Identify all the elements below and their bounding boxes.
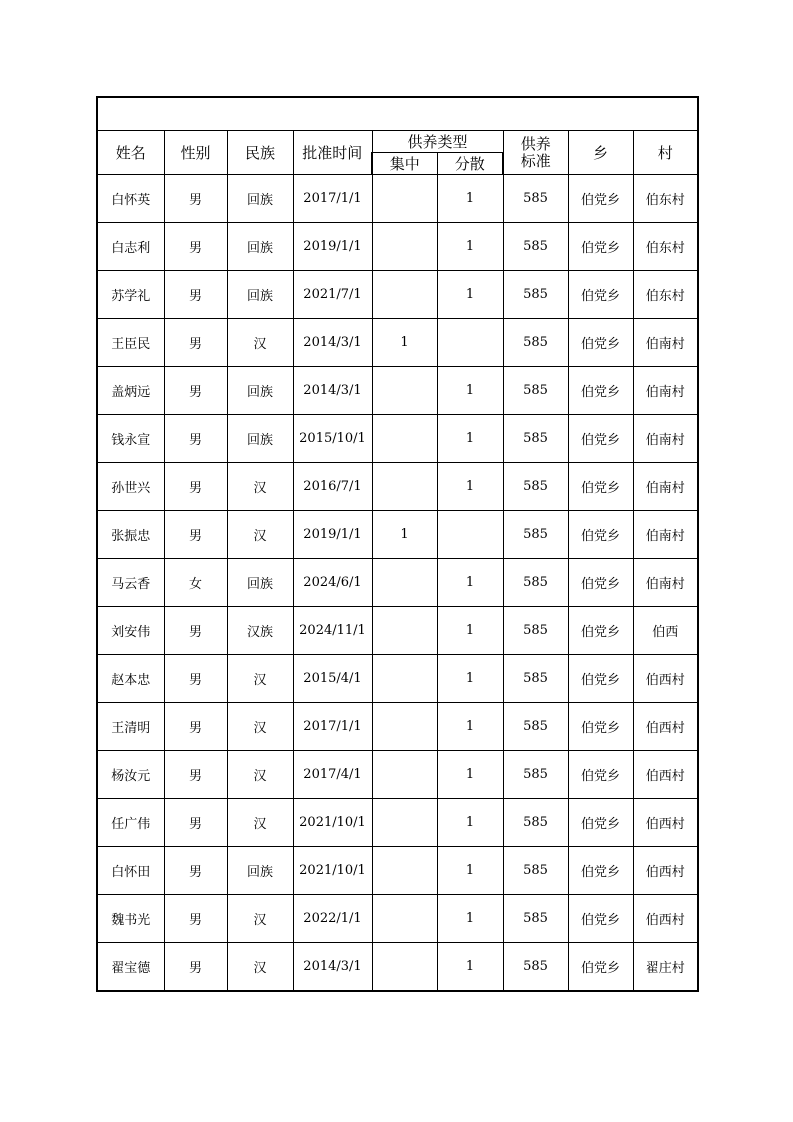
cell-ethnicity: 汉族 (227, 607, 293, 655)
cell-ethnicity: 汉 (227, 655, 293, 703)
cell-centralized (372, 703, 437, 751)
cell-village: 伯西村 (633, 847, 698, 895)
table-row (97, 511, 698, 559)
cell-approval-date: 2021/10/1 (293, 799, 372, 847)
cell-standard: 585 (503, 367, 568, 415)
cell-approval-date: 2015/10/1 (293, 415, 372, 463)
cell-ethnicity: 回族 (227, 367, 293, 415)
cell-dispersed (437, 319, 503, 367)
table-row (97, 463, 698, 511)
cell-village: 伯南村 (633, 319, 698, 367)
cell-dispersed: 1 (437, 367, 503, 415)
cell-gender: 男 (164, 271, 227, 319)
cell-village: 伯东村 (633, 175, 698, 223)
cell-township: 伯党乡 (568, 847, 633, 895)
cell-township: 伯党乡 (568, 271, 633, 319)
header-gender: 性别 (164, 131, 227, 175)
cell-village: 伯南村 (633, 511, 698, 559)
table-row (97, 319, 698, 367)
cell-ethnicity: 汉 (227, 751, 293, 799)
cell-village: 伯东村 (633, 223, 698, 271)
cell-ethnicity: 回族 (227, 223, 293, 271)
cell-village: 伯西村 (633, 751, 698, 799)
cell-township: 伯党乡 (568, 223, 633, 271)
table-row (97, 895, 698, 943)
cell-name: 赵本忠 (97, 655, 164, 703)
cell-standard: 585 (503, 319, 568, 367)
cell-ethnicity: 回族 (227, 415, 293, 463)
cell-centralized: 1 (372, 511, 437, 559)
header-standard (503, 131, 568, 175)
cell-township: 伯党乡 (568, 511, 633, 559)
table-row (97, 751, 698, 799)
cell-dispersed: 1 (437, 799, 503, 847)
cell-gender: 男 (164, 703, 227, 751)
cell-township: 伯党乡 (568, 703, 633, 751)
cell-dispersed: 1 (437, 175, 503, 223)
header-standard-line1: 供养 (520, 134, 551, 153)
cell-township: 伯党乡 (568, 943, 633, 992)
cell-gender: 男 (164, 655, 227, 703)
cell-dispersed: 1 (437, 415, 503, 463)
table-row (97, 943, 698, 992)
cell-centralized (372, 223, 437, 271)
cell-dispersed: 1 (437, 655, 503, 703)
header-support-type: 供养类型 (372, 131, 503, 153)
cell-gender: 男 (164, 223, 227, 271)
cell-centralized (372, 751, 437, 799)
cell-name: 白志利 (97, 223, 164, 271)
header-village: 村 (633, 131, 698, 175)
cell-village: 伯南村 (633, 559, 698, 607)
cell-ethnicity: 回族 (227, 559, 293, 607)
cell-gender: 男 (164, 799, 227, 847)
cell-name: 孙世兴 (97, 463, 164, 511)
cell-centralized (372, 655, 437, 703)
cell-standard: 585 (503, 799, 568, 847)
cell-ethnicity: 汉 (227, 799, 293, 847)
cell-dispersed: 1 (437, 751, 503, 799)
header-name: 姓名 (97, 131, 164, 175)
cell-dispersed (437, 511, 503, 559)
cell-gender: 男 (164, 367, 227, 415)
cell-approval-date: 2021/10/1 (293, 847, 372, 895)
cell-dispersed: 1 (437, 607, 503, 655)
cell-standard: 585 (503, 847, 568, 895)
cell-township: 伯党乡 (568, 655, 633, 703)
cell-standard: 585 (503, 271, 568, 319)
table-row (97, 415, 698, 463)
table-row (97, 847, 698, 895)
cell-dispersed: 1 (437, 271, 503, 319)
cell-approval-date: 2019/1/1 (293, 511, 372, 559)
title-cell (97, 97, 698, 131)
cell-ethnicity: 汉 (227, 943, 293, 992)
cell-approval-date: 2014/3/1 (293, 367, 372, 415)
cell-name: 杨汝元 (97, 751, 164, 799)
cell-village: 伯南村 (633, 415, 698, 463)
cell-gender: 男 (164, 319, 227, 367)
cell-standard: 585 (503, 943, 568, 992)
cell-village: 伯西村 (633, 655, 698, 703)
cell-dispersed: 1 (437, 847, 503, 895)
cell-standard: 585 (503, 511, 568, 559)
cell-name: 王清明 (97, 703, 164, 751)
support-roster-table (96, 96, 699, 992)
cell-gender: 女 (164, 559, 227, 607)
cell-approval-date: 2017/4/1 (293, 751, 372, 799)
cell-township: 伯党乡 (568, 895, 633, 943)
cell-gender: 男 (164, 463, 227, 511)
cell-ethnicity: 汉 (227, 511, 293, 559)
cell-name: 钱永宣 (97, 415, 164, 463)
cell-centralized (372, 271, 437, 319)
cell-village: 伯西村 (633, 799, 698, 847)
cell-village: 伯西村 (633, 703, 698, 751)
cell-township: 伯党乡 (568, 799, 633, 847)
cell-township: 伯党乡 (568, 751, 633, 799)
table-row (97, 367, 698, 415)
cell-township: 伯党乡 (568, 463, 633, 511)
cell-centralized (372, 175, 437, 223)
cell-standard: 585 (503, 559, 568, 607)
cell-standard: 585 (503, 415, 568, 463)
cell-approval-date: 2022/1/1 (293, 895, 372, 943)
header-ethnicity: 民族 (227, 131, 293, 175)
header-standard-line2: 标准 (520, 151, 551, 170)
cell-township: 伯党乡 (568, 559, 633, 607)
cell-name: 白怀英 (97, 175, 164, 223)
cell-gender: 男 (164, 415, 227, 463)
cell-dispersed: 1 (437, 223, 503, 271)
cell-village: 伯南村 (633, 463, 698, 511)
table-row (97, 175, 698, 223)
table-body (97, 97, 698, 991)
table-row (97, 559, 698, 607)
cell-standard: 585 (503, 703, 568, 751)
cell-township: 伯党乡 (568, 175, 633, 223)
cell-village: 翟庄村 (633, 943, 698, 992)
header-centralized: 集中 (372, 153, 437, 175)
cell-dispersed: 1 (437, 463, 503, 511)
table-row (97, 607, 698, 655)
cell-name: 苏学礼 (97, 271, 164, 319)
table-row (97, 271, 698, 319)
cell-centralized (372, 799, 437, 847)
cell-village: 伯西村 (633, 895, 698, 943)
cell-centralized (372, 895, 437, 943)
cell-standard: 585 (503, 463, 568, 511)
cell-standard: 585 (503, 895, 568, 943)
cell-township: 伯党乡 (568, 415, 633, 463)
cell-name: 张振忠 (97, 511, 164, 559)
cell-township: 伯党乡 (568, 607, 633, 655)
cell-name: 刘安伟 (97, 607, 164, 655)
cell-centralized (372, 367, 437, 415)
cell-village: 伯东村 (633, 271, 698, 319)
table-row (97, 703, 698, 751)
cell-approval-date: 2017/1/1 (293, 703, 372, 751)
cell-approval-date: 2024/6/1 (293, 559, 372, 607)
cell-approval-date: 2016/7/1 (293, 463, 372, 511)
cell-village: 伯西 (633, 607, 698, 655)
cell-approval-date: 2017/1/1 (293, 175, 372, 223)
table-row (97, 799, 698, 847)
cell-name: 马云香 (97, 559, 164, 607)
cell-name: 盖炳远 (97, 367, 164, 415)
cell-gender: 男 (164, 175, 227, 223)
cell-centralized (372, 415, 437, 463)
cell-dispersed: 1 (437, 895, 503, 943)
title-row (97, 97, 698, 131)
cell-gender: 男 (164, 847, 227, 895)
cell-standard: 585 (503, 655, 568, 703)
cell-ethnicity: 回族 (227, 271, 293, 319)
cell-gender: 男 (164, 607, 227, 655)
cell-centralized (372, 607, 437, 655)
cell-name: 白怀田 (97, 847, 164, 895)
cell-ethnicity: 汉 (227, 703, 293, 751)
cell-approval-date: 2021/7/1 (293, 271, 372, 319)
cell-gender: 男 (164, 943, 227, 992)
cell-gender: 男 (164, 511, 227, 559)
cell-name: 任广伟 (97, 799, 164, 847)
cell-name: 王臣民 (97, 319, 164, 367)
cell-ethnicity: 汉 (227, 463, 293, 511)
cell-gender: 男 (164, 751, 227, 799)
header-dispersed: 分散 (437, 153, 503, 175)
cell-dispersed: 1 (437, 559, 503, 607)
cell-ethnicity: 汉 (227, 319, 293, 367)
cell-approval-date: 2024/11/1 (293, 607, 372, 655)
cell-ethnicity: 回族 (227, 847, 293, 895)
header-row (97, 131, 698, 153)
cell-centralized (372, 559, 437, 607)
table-row (97, 655, 698, 703)
cell-approval-date: 2014/3/1 (293, 319, 372, 367)
cell-ethnicity: 汉 (227, 895, 293, 943)
cell-centralized: 1 (372, 319, 437, 367)
cell-village: 伯南村 (633, 367, 698, 415)
cell-dispersed: 1 (437, 943, 503, 992)
cell-name: 魏书光 (97, 895, 164, 943)
cell-name: 翟宝德 (97, 943, 164, 992)
table-row (97, 223, 698, 271)
cell-standard: 585 (503, 175, 568, 223)
cell-township: 伯党乡 (568, 367, 633, 415)
cell-ethnicity: 回族 (227, 175, 293, 223)
cell-standard: 585 (503, 607, 568, 655)
header-approval-time: 批准时间 (293, 131, 372, 175)
cell-centralized (372, 463, 437, 511)
cell-gender: 男 (164, 895, 227, 943)
cell-centralized (372, 847, 437, 895)
cell-township: 伯党乡 (568, 319, 633, 367)
cell-approval-date: 2015/4/1 (293, 655, 372, 703)
cell-standard: 585 (503, 223, 568, 271)
cell-centralized (372, 943, 437, 992)
header-township: 乡 (568, 131, 633, 175)
cell-approval-date: 2019/1/1 (293, 223, 372, 271)
cell-approval-date: 2014/3/1 (293, 943, 372, 992)
cell-standard: 585 (503, 751, 568, 799)
cell-dispersed: 1 (437, 703, 503, 751)
